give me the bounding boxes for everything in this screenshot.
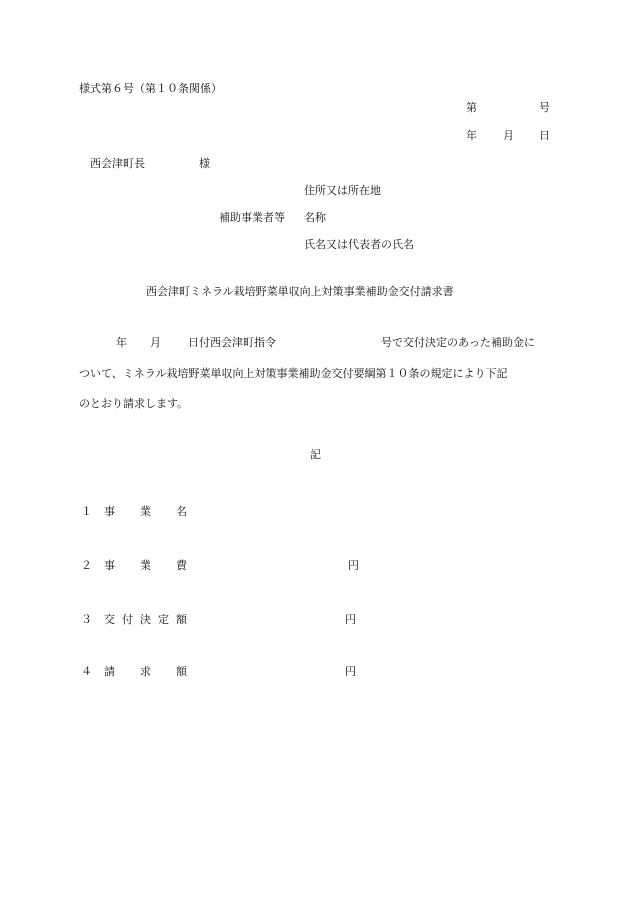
- item-label-char: 費: [176, 559, 187, 572]
- item-label-char: 額: [176, 665, 187, 678]
- applicant-role-label: 補助事業者等: [219, 211, 285, 224]
- body-day-directive: 日付西会津町指令: [188, 336, 276, 349]
- date-month-label: 月: [503, 129, 514, 142]
- document-number-prefix: 第: [466, 101, 477, 114]
- item-number: ３: [81, 613, 92, 626]
- date-day-label: 日: [539, 129, 550, 142]
- item-number: ２: [81, 559, 92, 572]
- item-label-char: 事: [104, 505, 115, 518]
- item-label-char: 求: [140, 665, 151, 678]
- body-year: 年: [116, 336, 127, 349]
- applicant-name-label: 名称: [304, 211, 326, 224]
- item-label-char: 業: [140, 559, 151, 572]
- body-month: 月: [150, 336, 161, 349]
- item-label-char: 名: [176, 505, 187, 518]
- form-number-label: 様式第６号（第１０条関係）: [79, 82, 222, 95]
- yen-unit: 円: [345, 613, 356, 626]
- yen-unit: 円: [348, 559, 359, 572]
- item-label-char: 決: [140, 613, 151, 626]
- body-line1-rest: 号で交付決定のあった補助金に: [381, 336, 535, 349]
- item-label-char: 業: [140, 505, 151, 518]
- body-line3: のとおり請求します。: [79, 397, 189, 410]
- addressee-honorific: 様: [199, 157, 210, 170]
- item-label-char: 交: [104, 613, 115, 626]
- item-label-char: 事: [104, 559, 115, 572]
- item-label-char: 請: [104, 665, 115, 678]
- document-title: 西会津町ミネラル栽培野菜単収向上対策事業補助金交付請求書: [146, 285, 454, 298]
- yen-unit: 円: [345, 665, 356, 678]
- record-heading: 記: [310, 448, 321, 461]
- item-number: １: [81, 505, 92, 518]
- address-label: 住所又は所在地: [304, 184, 381, 197]
- item-label-char: 定: [158, 613, 169, 626]
- item-label-char: 付: [122, 613, 133, 626]
- item-label-char: 額: [176, 613, 187, 626]
- item-number: ４: [81, 665, 92, 678]
- body-line2: ついて、ミネラル栽培野菜単収向上対策事業補助金交付要綱第１０条の規定により下記: [79, 367, 508, 380]
- date-year-label: 年: [466, 129, 477, 142]
- document-number-suffix: 号: [539, 101, 550, 114]
- representative-name-label: 氏名又は代表者の氏名: [304, 238, 414, 251]
- addressee-title: 西会津町長: [90, 157, 145, 170]
